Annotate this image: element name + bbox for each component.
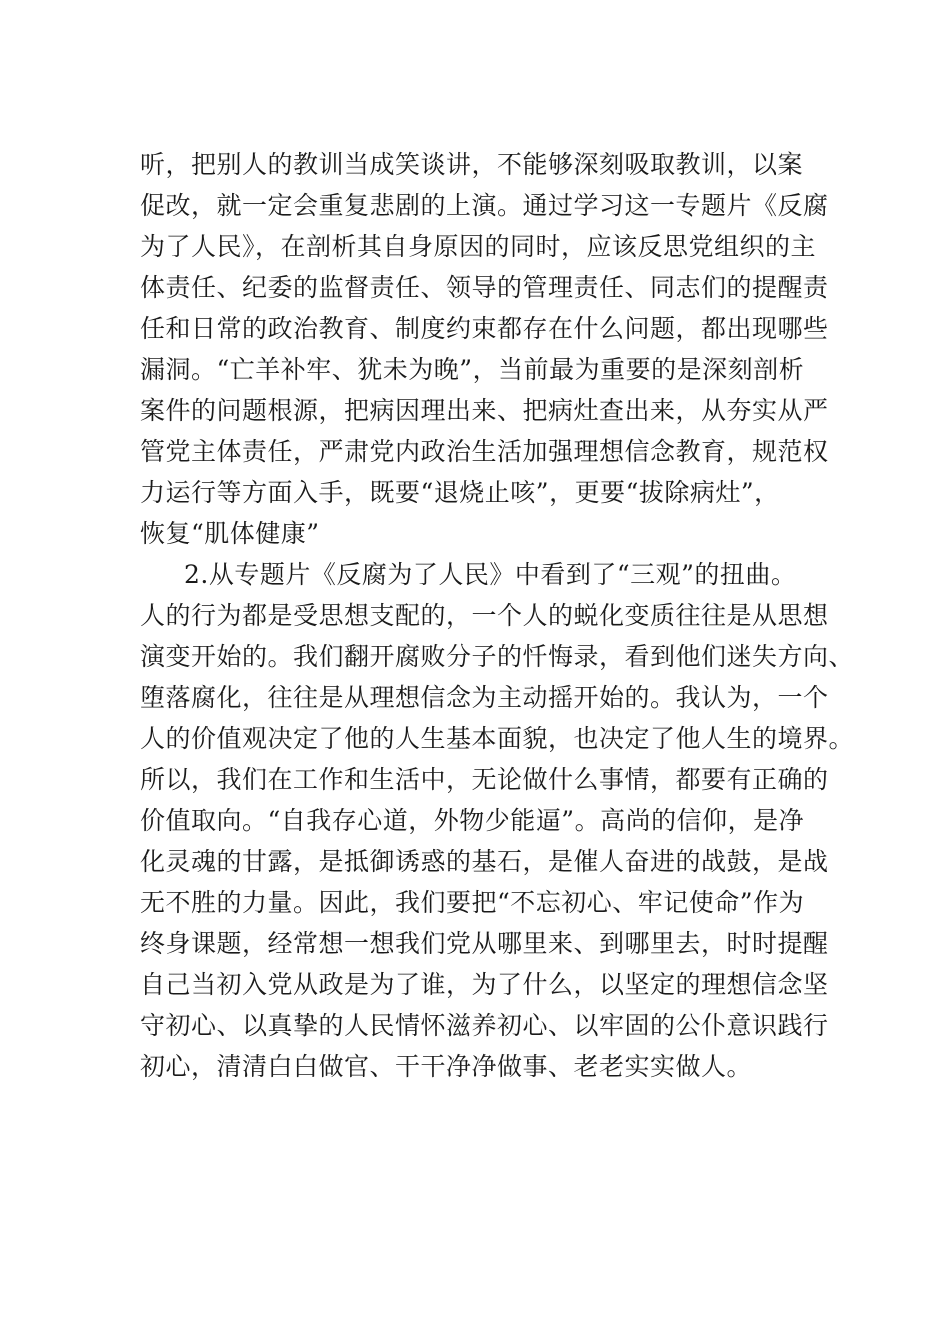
text-line: 人的价值观决定了他的人生基本面貌，也决定了他人生的境界。 [140, 724, 855, 753]
text-line: 无不胜的力量。因此，我们要把“不忘初心、牢记使命”作为 [140, 888, 805, 917]
text-line: 初心，清清白白做官、干干净净做事、老老实实做人。 [140, 1052, 753, 1081]
section-heading: 2.从专题片《反腐为了人民》中看到了“三观”的扭曲。 [184, 560, 797, 589]
text-line: 管党主体责任，严肃党内政治生活加强理想信念教育，规范权 [140, 437, 829, 466]
text-line: 为了人民》，在剖析其自身原因的同时，应该反思党组织的主 [140, 232, 817, 261]
text-line: 漏洞。“亡羊补牢、犹未为晚”，当前最为重要的是深刻剖析 [140, 355, 805, 384]
text-line: 演变开始的。我们翻开腐败分子的忏悔录，看到他们迷失方向、 [140, 642, 855, 671]
text-line: 体责任、纪委的监督责任、领导的管理责任、同志们的提醒责 [140, 273, 829, 302]
text-line: 自己当初入党从政是为了谁，为了什么，以坚定的理想信念坚 [140, 970, 829, 999]
text-line: 恢复“肌体健康” [140, 519, 320, 548]
text-line: 促改，就一定会重复悲剧的上演。通过学习这一专题片《反腐 [140, 191, 829, 220]
text-line: 价值取向。“自我存心道，外物少能逼”。高尚的信仰，是净 [140, 806, 805, 835]
text-line: 守初心、以真挚的人民情怀滋养初心、以牢固的公仆意识践行 [140, 1011, 829, 1040]
text-line: 力运行等方面入手，既要“退烧止咳”，更要“拔除病灶”， [140, 478, 780, 507]
text-line: 所以，我们在工作和生活中，无论做什么事情，都要有正确的 [140, 765, 829, 794]
text-line: 终身课题，经常想一想我们党从哪里来、到哪里去，时时提醒 [140, 929, 829, 958]
text-line: 案件的问题根源，把病因理出来、把病灶查出来，从夯实从严 [140, 396, 829, 425]
text-line: 化灵魂的甘露，是抵御诱惑的基石，是催人奋进的战鼓，是战 [140, 847, 829, 876]
body-text [140, 144, 855, 1087]
text-line: 人的行为都是受思想支配的，一个人的蜕化变质往往是从思想 [140, 601, 829, 630]
text-line: 听，把别人的教训当成笑谈讲，不能够深刻吸取教训，以案 [140, 150, 804, 179]
text-line: 任和日常的政治教育、制度约束都存在什么问题，都出现哪些 [140, 314, 829, 343]
text-line: 堕落腐化，往往是从理想信念为主动摇开始的。我认为，一个 [140, 683, 829, 712]
